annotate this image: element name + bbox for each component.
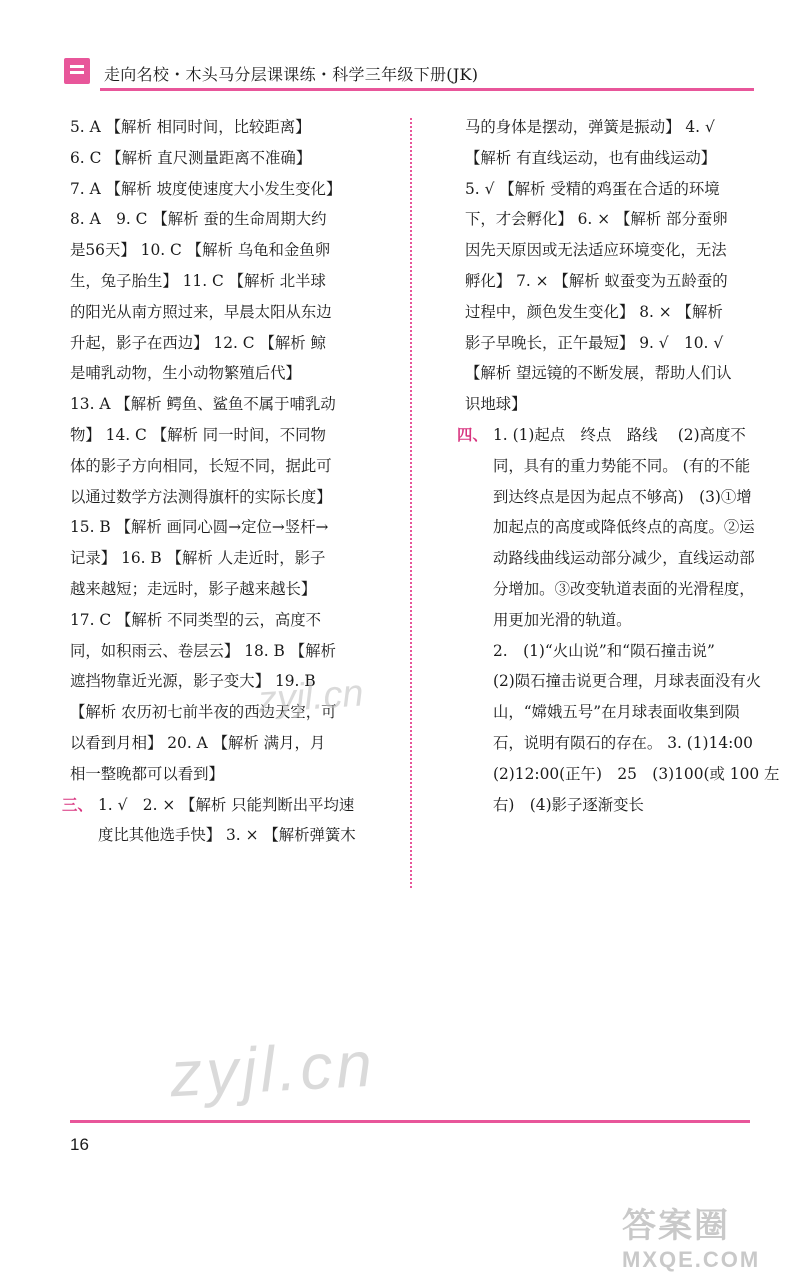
answer-line: 13. A 【解析 鳄鱼、鲨鱼不属于哺乳动 (70, 395, 336, 414)
answer-line: 影子早晚长，正午最短】 9. √ 10. √ (465, 333, 724, 352)
section-four-line: (2)陨石撞击说更合理，月球表面没有火 (493, 672, 762, 691)
answer-line: 马的身体是摆动，弹簧是振动】 4. √ (465, 118, 715, 136)
answer-line: 17. C 【解析 不同类型的云，高度不 (70, 610, 322, 629)
answer-line: 7. A 【解析 坡度使速度大小发生变化】 (70, 179, 342, 198)
section-four-line: 加起点的高度或降低终点的高度。②运 (493, 518, 755, 537)
answer-line: 越来越短；走远时，影子越来越长】 (70, 579, 317, 598)
section-four-line: 2. (1)“火山说”和“陨石撞击说” (493, 641, 715, 660)
section-four-line: 山，“嫦娥五号”在月球表面收集到陨 (493, 703, 740, 722)
corner-logo-top: 答案圈 (622, 1207, 730, 1245)
answer-line: 同，如积雨云、卷层云】 18. B 【解析 (70, 641, 336, 660)
answer-line: 升起，影子在西边】 12. C 【解析 鲸 (70, 333, 326, 352)
section-four-number: 四、 (457, 425, 488, 444)
column-divider (410, 118, 412, 888)
answer-line: 【解析 有直线运动，也有曲线运动】 (465, 148, 717, 167)
answer-line: 遮挡物靠近光源，影子变大】 19. B (70, 672, 316, 691)
section-three-line: 度比其他选手快】 3. × 【解析弹簧木 (98, 826, 356, 845)
answer-line: 相一整晚都可以看到】 (70, 764, 224, 783)
page-number: 16 (70, 1135, 89, 1154)
watermark-large: zyjl.cn (168, 1027, 378, 1111)
answer-line: 孵化】 7. × 【解析 蚁蚕变为五龄蚕的 (465, 271, 728, 290)
answer-line: 15. B 【解析 画同心圆→定位→竖杆→ (70, 518, 329, 537)
answer-line: 是哺乳动物，生小动物繁殖后代】 (70, 364, 301, 383)
answer-line: 5. √ 【解析 受精的鸡蛋在合适的环境 (465, 179, 720, 198)
answer-line: 5. A 【解析 相同时间，比较距离】 (70, 118, 311, 136)
answer-line: 记录】 16. B 【解析 人走近时，影子 (70, 549, 326, 568)
section-four-line: 用更加光滑的轨道。 (493, 610, 632, 629)
book-logo-icon (64, 58, 90, 84)
section-four (457, 420, 780, 820)
answer-line: 8. A 9. C 【解析 蚕的生命周期大约 (70, 210, 327, 229)
answer-line: 识地球】 (465, 395, 527, 414)
section-four-line: (2)12:00(正午) 25 (3)100(或 100 左 (493, 764, 780, 783)
section-four-line: 分增加。③改变轨道表面的光滑程度， (493, 579, 755, 598)
section-four-line: 右) (4)影子逐渐变长 (493, 795, 644, 814)
corner-logo-bottom: MXQE.COM (622, 1247, 761, 1272)
answer-line: 体的影子方向相同，长短不同，据此可 (70, 456, 332, 475)
answer-line: 的阳光从南方照过来，早晨太阳从东边 (70, 302, 332, 321)
left-column (62, 112, 390, 851)
answer-line: 因先天原因或无法适应环境变化，无法 (465, 241, 727, 260)
answer-line: 【解析 农历初七前半夜的西边天空，可 (70, 703, 337, 722)
answer-line: 6. C 【解析 直尺测量距离不准确】 (70, 148, 312, 167)
page-header (64, 58, 754, 90)
right-column (457, 112, 780, 820)
section-four-line: 到达终点是因为起点不够高) (3)①增 (493, 487, 752, 506)
watermark-small: zyjl.cn (256, 672, 365, 722)
section-three-line: 1. √ 2. × 【解析 只能判断出平均速 (98, 795, 355, 814)
header-rule (100, 88, 754, 91)
section-four-line: 1. (1)起点 终点 路线 (2)高度不 (493, 425, 746, 444)
answer-line: 【解析 望远镜的不断发展，帮助人们认 (465, 364, 732, 383)
answer-line: 以看到月相】 20. A 【解析 满月，月 (70, 733, 326, 752)
section-four-line: 同，具有的重力势能不同。 (有的不能 (493, 456, 751, 475)
section-three (62, 790, 390, 852)
section-four-line: 动路线曲线运动部分减少，直线运动部 (493, 549, 755, 568)
section-four-line: 石，说明有陨石的存在。 3. (1)14:00 (493, 733, 753, 752)
answer-line: 过程中，颜色发生变化】 8. × 【解析 (465, 302, 723, 321)
header-title: 走向名校・木头马分层课课练・科学三年级下册(JK) (104, 65, 479, 84)
answer-line: 物】 14. C 【解析 同一时间，不同物 (70, 425, 326, 444)
corner-watermark-logo (622, 1198, 792, 1274)
answer-line: 生，兔子胎生】 11. C 【解析 北半球 (70, 271, 326, 290)
answer-line: 以通过数学方法测得旗杆的实际长度】 (70, 487, 332, 506)
answer-line: 是56天】 10. C 【解析 乌龟和金鱼卵 (70, 241, 331, 260)
section-three-number: 三、 (62, 795, 93, 814)
answer-line: 下，才会孵化】 6. × 【解析 部分蚕卵 (465, 210, 728, 229)
footer-rule (70, 1120, 750, 1123)
